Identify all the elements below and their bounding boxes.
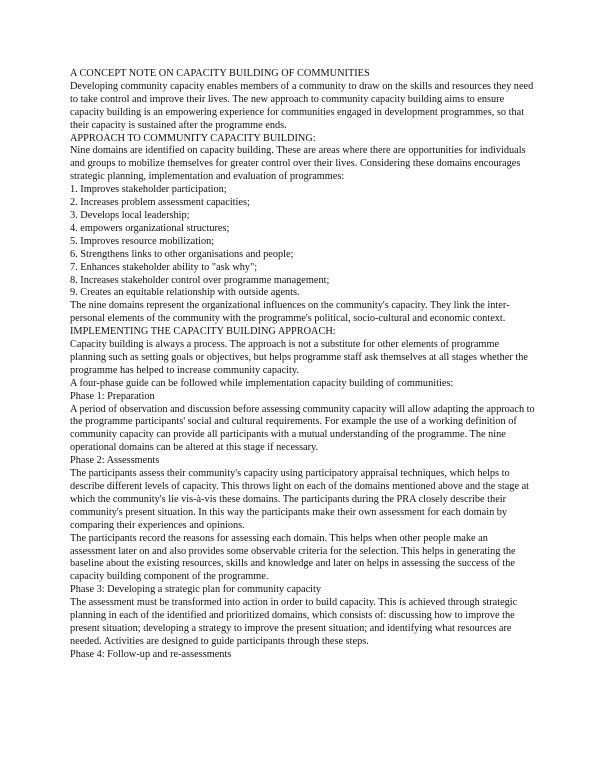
intro-paragraph: Developing community capacity enables members of a community to draw on the skills and resources they need to take control and improve their lives. The new approach to community capacity building aims to ensure capacity building is an empowering experience for communities engaged in development programmes, so that their capacity is sustained after the programme ends.	[70, 80, 534, 131]
approach-heading: APPROACH TO COMMUNITY CAPACITY BUILDING:	[70, 132, 316, 144]
domains-list	[70, 184, 536, 300]
guide-paragraph: A four-phase guide can be followed while implementation capacity building of communities:	[70, 377, 454, 389]
phase2-paragraph: The participants assess their community's capacity using participatory appraisal techniques, which helps to describe different levels of capacity. This throws light on each of the domains mentioned above and the stage at which the community's lie vis-à-vis these domains. The participants during the PRA closely describe their community's present situation. In this way the participants make their own assessment for each domain by comparing their experiences and opinions.	[70, 468, 530, 531]
list-item: 2. Increases problem assessment capacities;	[70, 197, 250, 209]
phase2-paragraph-2: The participants record the reasons for assessing each domain. This helps when other people make an assessment later on and also provides some observable criteria for the selection. This helps in generating the baseline about the existing resources, skills and knowledge and later on helps in assessing the success of the capacity building component of the programme.	[70, 532, 516, 583]
phase1-paragraph: A period of observation and discussion before assessing community capacity will allow adapting the approach to the programme participants' social and cultural requirements. For example the use of a working definition of community capacity can provide all participants with a mutual understanding of the programme. The nine operational domains can be altered at this stage if necessary.	[70, 403, 535, 454]
list-item: 8. Increases stakeholder control over programme management;	[70, 274, 330, 286]
list-item: 7. Enhances stakeholder ability to "ask why";	[70, 261, 258, 273]
domains-summary-paragraph: The nine domains represent the organizational influences on the community's capacity. They link the inter-personal elements of the community with the programme's political, socio-cultural and economic context.	[70, 300, 510, 325]
phase1-heading: Phase 1: Preparation	[70, 390, 155, 402]
list-item: 1. Improves stakeholder participation;	[70, 184, 227, 196]
implementing-heading: IMPLEMENTING THE CAPACITY BUILDING APPROACH:	[70, 326, 336, 338]
document-title: A CONCEPT NOTE ON CAPACITY BUILDING OF COMMUNITIES	[70, 68, 370, 79]
list-item: 6. Strengthens links to other organisations and people;	[70, 248, 294, 260]
implementing-paragraph: Capacity building is always a process. The approach is not a substitute for other elements of programme planning such as setting goals or objectives, but helps programme staff ask themselves at all stages whether the programme has helped to increase community capacity.	[70, 339, 528, 376]
list-item: 4. empowers organizational structures;	[70, 222, 230, 234]
phase2-heading: Phase 2: Assessments	[70, 455, 160, 467]
phase3-heading: Phase 3: Developing a strategic plan for community capacity	[70, 584, 322, 596]
list-item: 3. Develops local leadership;	[70, 209, 190, 221]
phase3-paragraph: The assessment must be transformed into action in order to build capacity. This is achieved through strategic planning in each of the identified and prioritized domains, which consists of: discussing how to improve the present situation; developing a strategy to improve the present situation; and identifying what resources are needed. Activities are designed to guide participants through these steps.	[70, 597, 518, 647]
list-item: 5. Improves resource mobilization;	[70, 235, 215, 247]
document-body	[70, 68, 536, 662]
approach-paragraph: Nine domains are identified on capacity building. These are areas where there are opportunities for individuals and groups to mobilize themselves for greater control over their lives. Considering these domains encourages strategic planning, implementation and evaluation of programmes:	[70, 145, 526, 183]
phase4-heading: Phase 4: Follow-up and re-assessments	[70, 648, 232, 660]
list-item: 9. Creates an equitable relationship with outside agents.	[70, 287, 300, 299]
